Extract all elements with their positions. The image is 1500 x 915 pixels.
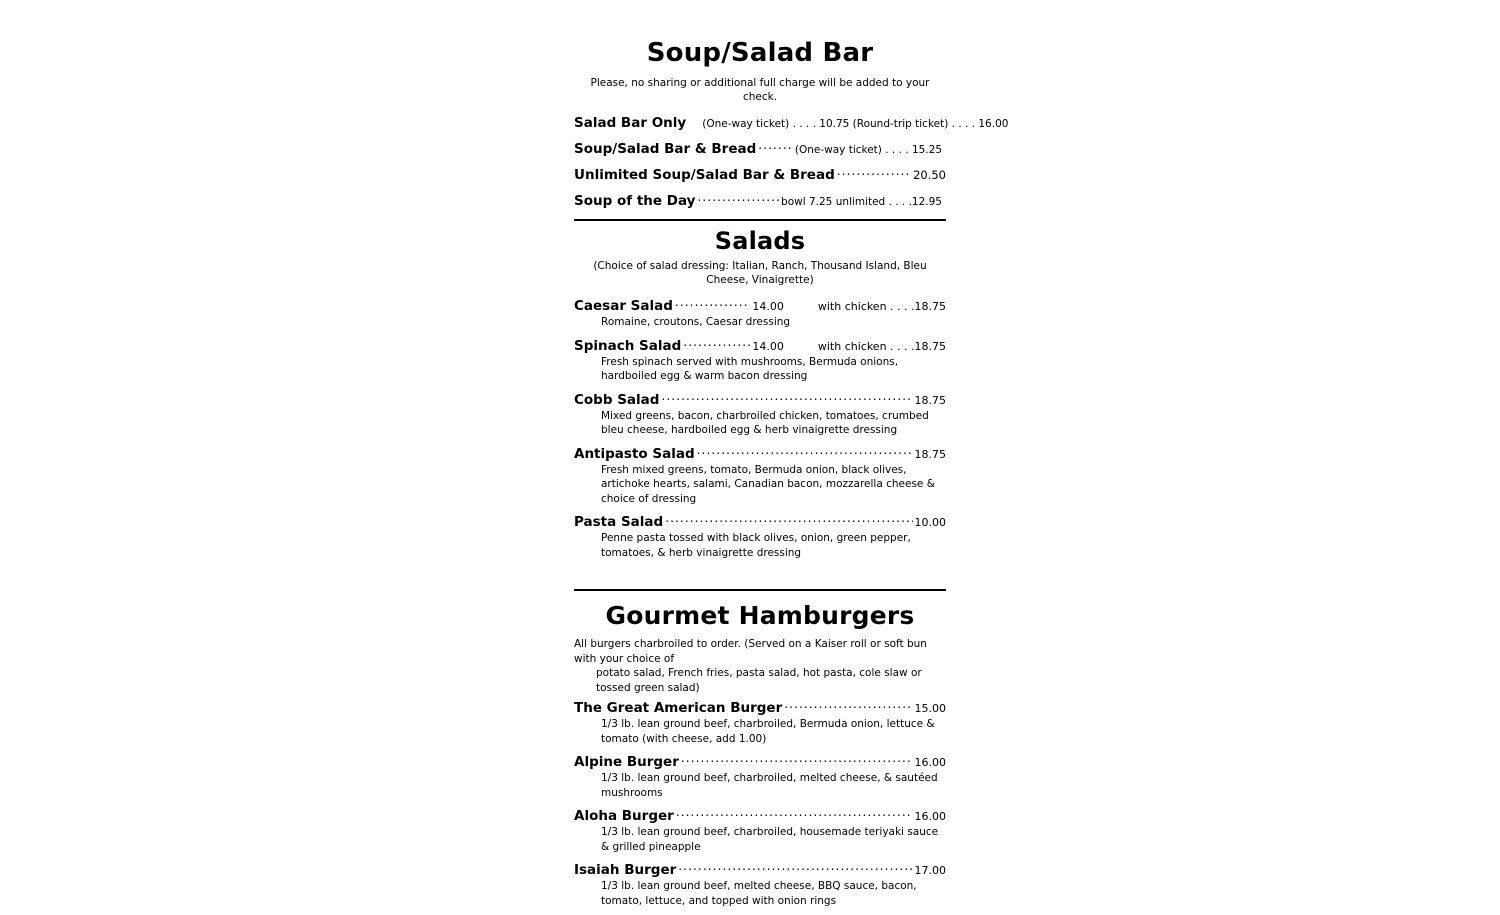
menu-item-name: Unlimited Soup/Salad Bar & Bread <box>574 167 835 183</box>
menu-item-row <box>574 699 946 716</box>
menu-item-price: 16.00 <box>914 810 946 823</box>
menu-item-description: Romaine, croutons, Caesar dressing <box>601 316 791 328</box>
leader-dots <box>758 140 793 153</box>
section-divider <box>574 589 946 591</box>
menu-item-row <box>574 861 946 878</box>
menu-item-row <box>574 140 946 157</box>
leader-dots <box>1014 114 1020 127</box>
menu-item-name: Isaiah Burger <box>574 862 677 878</box>
soup-salad-bar-note: Please, no sharing or additional full charge will be added to your check. <box>590 77 930 103</box>
menu-item-row <box>574 445 946 462</box>
leader-dots <box>697 445 913 458</box>
burgers-note-line-1: All burgers charbroiled to order. (Served on a Kaiser roll or soft bun with your choice of <box>574 638 927 665</box>
menu-item-name: Alpine Burger <box>574 754 679 770</box>
menu-item-description: 1/3 lb. lean ground beef, charbroiled, housemade teriyaki sauce & grilled pineapple <box>601 826 939 853</box>
menu-item-name: Spinach Salad <box>574 337 682 354</box>
leader-dots <box>697 192 779 205</box>
section-soup-salad-bar <box>574 38 1009 221</box>
menu-item-price: 15.00 <box>914 702 946 715</box>
burgers-items <box>574 699 946 908</box>
leader-dots <box>661 391 912 404</box>
menu-item-row <box>574 513 946 530</box>
leader-dots <box>681 753 913 766</box>
menu-item-row <box>574 337 946 354</box>
burgers-note-line-2: potato salad, French fries, pasta salad, hot pasta, cole slaw or tossed green salad) <box>596 667 922 694</box>
menu-item-price: 16.00 <box>914 756 946 769</box>
section-title-soup-salad-bar: Soup/Salad Bar <box>646 38 874 68</box>
menu-item-row <box>574 807 946 824</box>
menu-item-row <box>574 391 946 408</box>
menu-item-name: Soup/Salad Bar & Bread <box>574 141 757 157</box>
leader-dots <box>683 337 750 350</box>
menu-item-price: 14.00 <box>752 339 784 353</box>
menu-item-row <box>574 192 946 209</box>
menu-item-name: Aloha Burger <box>574 808 674 824</box>
menu-item-row <box>574 297 946 314</box>
menu-item-row <box>574 753 946 770</box>
section-divider <box>574 219 946 221</box>
menu-item-description: Fresh mixed greens, tomato, Bermuda onion, black olives, artichoke hearts, salami, Canadian bacon, mozzarella cheese & choice of dressing <box>601 463 935 505</box>
soup-salad-bar-items <box>574 114 1009 209</box>
menu-item-name: Pasta Salad <box>574 514 664 530</box>
menu-item-name: Soup of the Day <box>574 193 696 209</box>
section-salads <box>574 227 946 591</box>
menu-item-name: The Great American Burger <box>574 700 783 716</box>
spacer <box>574 567 946 579</box>
menu-item-note: (One-way ticket) . . . . 10.75 (Round-trip ticket) . . . . 16.00 <box>702 118 1009 130</box>
salads-items <box>574 297 946 560</box>
menu-item-description: Mixed greens, bacon, charbroiled chicken, tomatoes, crumbed bleu cheese, hardboiled egg & herb vinaigrette dressing <box>601 409 929 436</box>
menu-item-extra-price: with chicken . . . .18.75 <box>817 300 946 313</box>
menu-item-description: Penne pasta tossed with black olives, onion, green pepper, tomatoes, & herb vinaigrette dressing <box>601 532 911 559</box>
menu-item-name: Caesar Salad <box>574 298 673 314</box>
salads-dressing-note: (Choice of salad dressing: Italian, Ranch, Thousand Island, Bleu Cheese, Vinaigrette) <box>593 260 927 286</box>
menu-item-note: (One-way ticket) . . . . 15.25 <box>794 144 942 156</box>
leader-dots <box>675 297 750 310</box>
menu-item-row <box>574 114 1009 131</box>
menu-item-description: Fresh spinach served with mushrooms, Bermuda onions, hardboiled egg & warm bacon dressing <box>601 355 899 382</box>
leader-dots <box>784 699 912 712</box>
menu-item-price: 18.75 <box>914 393 946 407</box>
menu-item-row <box>574 166 946 183</box>
menu-item-price: 14.00 <box>752 300 784 313</box>
menu-item-price: 10.00 <box>914 516 946 529</box>
leader-dots <box>676 807 913 820</box>
menu-item-price: 18.75 <box>914 447 946 461</box>
menu-item-name: Cobb Salad <box>574 391 660 408</box>
leader-dots <box>665 513 912 526</box>
menu-item-description: 1/3 lb. lean ground beef, charbroiled, melted cheese, & sautéed mushrooms <box>601 772 938 799</box>
menu-item-note: bowl 7.25 unlimited . . . .12.95 <box>781 196 942 208</box>
menu-item-price: 20.50 <box>913 168 946 182</box>
section-gourmet-hamburgers <box>574 601 946 908</box>
menu-item-extra-price: with chicken . . . .18.75 <box>817 339 946 353</box>
menu-item-name: Salad Bar Only <box>574 115 687 131</box>
burgers-note <box>574 637 946 695</box>
leader-dots <box>837 166 911 179</box>
menu-item-name: Antipasto Salad <box>574 445 695 462</box>
menu-item-price: 17.00 <box>914 864 946 877</box>
section-title-salads: Salads <box>714 227 806 255</box>
menu-content <box>574 38 1009 915</box>
leader-dots <box>678 861 912 874</box>
menu-item-description: 1/3 lb. lean ground beef, melted cheese, BBQ sauce, bacon, tomato, lettuce, and topped with onion rings <box>601 880 917 907</box>
section-title-gourmet-hamburgers: Gourmet Hamburgers <box>605 601 915 630</box>
menu-item-description: 1/3 lb. lean ground beef, charbroiled, Bermuda onion, lettuce & tomato (with cheese, add 1.00) <box>601 718 935 745</box>
